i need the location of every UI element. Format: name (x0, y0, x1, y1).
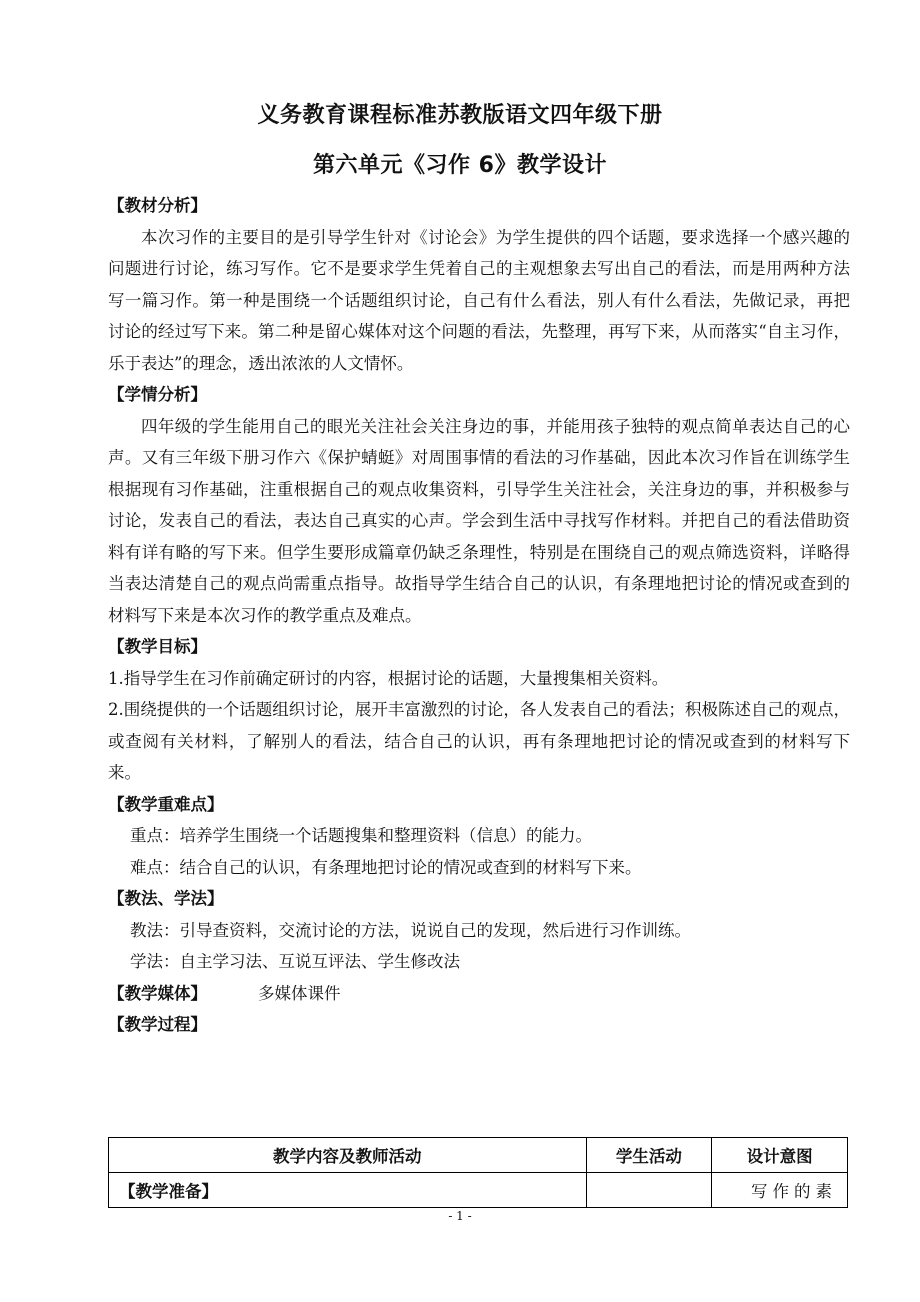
page-number: - 1 - (448, 1209, 472, 1223)
teaching-method: 教法：引导查资料，交流讨论的方法，说说自己的发现，然后进行习作训练。 (130, 920, 691, 940)
section-heading-focus: 【教学重难点】 (108, 794, 224, 814)
table-cell-student (586, 1173, 712, 1208)
goal-item-1: 1.指导学生在习作前确定研讨的内容，根据讨论的话题，大量搜集相关资料。 (108, 668, 669, 688)
media-value: 多媒体课件 (258, 983, 341, 1003)
table-header-student: 学生活动 (586, 1138, 712, 1173)
section-heading-methods: 【教法、学法】 (108, 889, 224, 908)
section-heading-process: 【教学过程】 (108, 1015, 207, 1034)
document-title: 义务教育课程标准苏教版语文四年级下册 (257, 103, 663, 128)
teaching-process-table (108, 1137, 848, 1208)
section-heading-media: 【教学媒体】 (108, 983, 207, 1003)
focus-difficult-point: 难点：结合自己的认识，有条理地把讨论的情况或查到的材料写下来。 (130, 857, 642, 877)
section-heading-goals: 【教学目标】 (108, 637, 207, 656)
table-row (109, 1173, 848, 1208)
section-heading-material: 【教材分析】 (108, 196, 207, 215)
material-analysis-text: 本次习作的主要目的是引导学生针对《讨论会》为学生提供的四个话题，要求选择一个感兴趣的问题进行讨论，练习写作。它不是要求学生凭着自己的主观想象去写出自己的看法，而是用两种方法写一篇习作。第一种是围绕一个话题组织讨论，自己有什么看法，别人有什么看法，先做记录，再把讨论的经过写下来。第二种是留心媒体对这个问题的看法，先整理，再写下来，从而落实“自主习作，乐于表达”的理念，透出浓浓的人文情怀。 (108, 227, 850, 373)
table-cell-content: 【教学准备】 (109, 1173, 587, 1208)
section-heading-students: 【学情分析】 (108, 385, 207, 404)
table-cell-intent: 写作的素 (712, 1173, 848, 1208)
learning-method: 学法：自主学习法、互说互评法、学生修改法 (130, 952, 460, 971)
student-analysis-text: 四年级的学生能用自己的眼光关注社会关注身边的事，并能用孩子独特的观点简单表达自己的心声。又有三年级下册习作六《保护蜻蜓》对周围事情的看法的习作基础，因此本次习作旨在训练学生根据现有习作基础，注重根据自己的观点收集资料，引导学生关注社会，关注身边的事，并积极参与讨论，发表自己的看法，表达自己真实的心声。学会到生活中寻找写作材料。并把自己的看法借助资料有详有略的写下来。但学生要形成篇章仍缺乏条理性，特别是在围绕自己的观点筛选资料，详略得当表达清楚自己的观点尚需重点指导。故指导学生结合自己的认识，有条理地把讨论的情况或查到的材料写下来是本次习作的教学重点及难点。 (108, 416, 850, 625)
table-header-content: 教学内容及教师活动 (109, 1138, 587, 1173)
document-body (108, 190, 850, 1041)
table-header-intent: 设计意图 (712, 1138, 848, 1173)
table-header-row (109, 1138, 848, 1173)
document-subtitle: 第六单元《习作 6》教学设计 (313, 153, 607, 178)
focus-key-point: 重点：培养学生围绕一个话题搜集和整理资料（信息）的能力。 (130, 826, 592, 845)
goal-item-2: 2.围绕提供的一个话题组织讨论，展开丰富激烈的讨论，各人发表自己的看法；积极陈述自己的观点，或查阅有关材料，了解别人的看法，结合自己的认识，再有条理地把讨论的情况或查到的材料写下来。 (108, 700, 850, 782)
media-row (108, 978, 850, 1010)
